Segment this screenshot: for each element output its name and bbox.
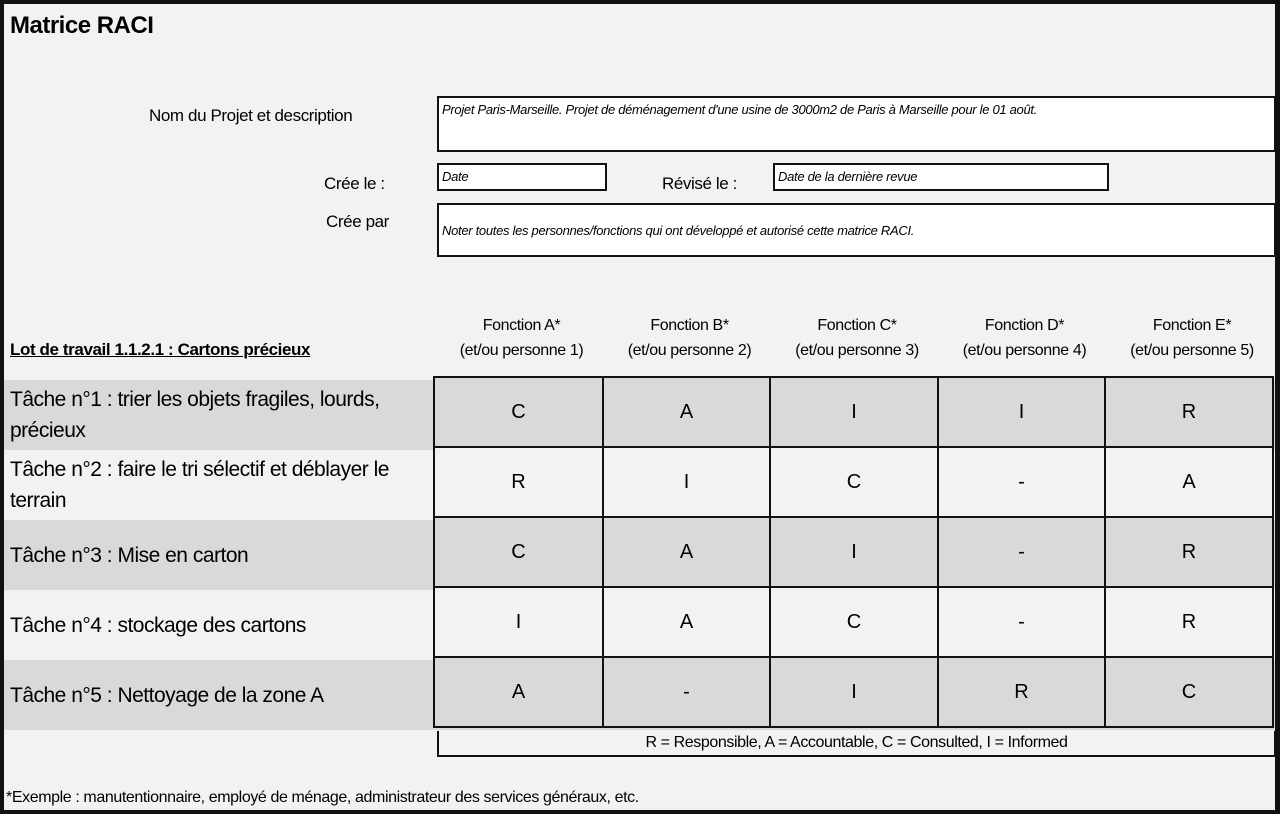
revised-on-field[interactable] [773, 163, 1109, 191]
raci-cell[interactable]: - [938, 517, 1105, 587]
raci-cell[interactable]: A [603, 517, 770, 587]
raci-cell[interactable]: R [938, 657, 1105, 727]
created-on-field[interactable] [437, 163, 607, 191]
column-header-c [773, 313, 941, 363]
raci-cell[interactable]: C [770, 447, 938, 517]
task-label-1: Tâche n°1 : trier les objets fragiles, lourds, précieux [10, 388, 380, 442]
raci-cell[interactable]: A [603, 587, 770, 657]
table-row [434, 587, 1273, 657]
created-by-field[interactable] [437, 203, 1276, 257]
table-row [434, 657, 1273, 727]
revised-on-value: Date de la dernière revue [778, 169, 918, 184]
column-header-b [606, 313, 773, 363]
table-row [434, 377, 1273, 447]
column-subtitle: (et/ou personne 5) [1130, 342, 1254, 359]
raci-cell[interactable]: C [1105, 657, 1273, 727]
column-header-a [437, 313, 606, 363]
project-name-field[interactable] [437, 96, 1276, 152]
column-subtitle: (et/ou personne 3) [795, 342, 919, 359]
raci-cell[interactable]: C [434, 517, 603, 587]
raci-cell[interactable]: A [603, 377, 770, 447]
raci-table [433, 376, 1274, 728]
raci-cell[interactable]: R [1105, 517, 1273, 587]
raci-cell[interactable]: - [603, 657, 770, 727]
raci-cell[interactable]: A [1105, 447, 1273, 517]
revised-on-label: Révisé le : [662, 174, 737, 193]
column-subtitle: (et/ou personne 4) [962, 342, 1087, 359]
raci-cell[interactable]: I [770, 517, 938, 587]
footnote: *Exemple : manutentionnaire, employé de ménage, administrateur des services généraux, etc. [6, 789, 639, 806]
raci-cell[interactable]: I [770, 657, 938, 727]
created-by-value: Noter toutes les personnes/fonctions qui ont développé et autorisé cette matrice RACI. [442, 223, 915, 238]
raci-cell[interactable]: I [603, 447, 770, 517]
work-package-heading: Lot de travail 1.1.2.1 : Cartons précieux [10, 340, 311, 359]
raci-cell[interactable]: - [938, 587, 1105, 657]
table-row [434, 517, 1273, 587]
raci-cell[interactable]: R [1105, 587, 1273, 657]
raci-cell[interactable]: C [770, 587, 938, 657]
raci-cell[interactable]: C [434, 377, 603, 447]
raci-cell[interactable]: I [434, 587, 603, 657]
column-header-e [1108, 313, 1276, 363]
raci-cell[interactable]: R [434, 447, 603, 517]
column-title: Fonction E* [1152, 317, 1232, 334]
raci-cell[interactable]: I [938, 377, 1105, 447]
project-name-value: Projet Paris-Marseille. Projet de déménagement d'une usine de 3000m2 de Paris à Marseille pour le 01 août. [442, 102, 1038, 117]
column-header-d [941, 313, 1108, 363]
created-by-label: Crée par [326, 212, 389, 231]
raci-cell[interactable]: A [434, 657, 603, 727]
column-title: Fonction B* [650, 317, 729, 334]
task-label-3: Tâche n°3 : Mise en carton [10, 543, 249, 567]
page-title: Matrice RACI [10, 12, 154, 39]
raci-cell[interactable]: R [1105, 377, 1273, 447]
column-title: Fonction C* [817, 317, 897, 334]
task-label-2: Tâche n°2 : faire le tri sélectif et déblayer le terrain [10, 458, 389, 512]
task-label-4: Tâche n°4 : stockage des cartons [10, 613, 306, 637]
raci-cell[interactable]: - [938, 447, 1105, 517]
project-name-label: Nom du Projet et description [149, 106, 353, 125]
table-row [434, 447, 1273, 517]
column-title: Fonction A* [482, 317, 561, 334]
created-on-label: Crée le : [324, 174, 385, 193]
column-subtitle: (et/ou personne 1) [459, 342, 584, 359]
column-title: Fonction D* [984, 317, 1065, 334]
task-label-5: Tâche n°5 : Nettoyage de la zone A [10, 683, 324, 707]
raci-cell[interactable]: I [770, 377, 938, 447]
created-on-value: Date [442, 169, 469, 184]
column-subtitle: (et/ou personne 2) [627, 342, 752, 359]
raci-legend: R = Responsible, A = Accountable, C = Consulted, I = Informed [437, 731, 1276, 757]
